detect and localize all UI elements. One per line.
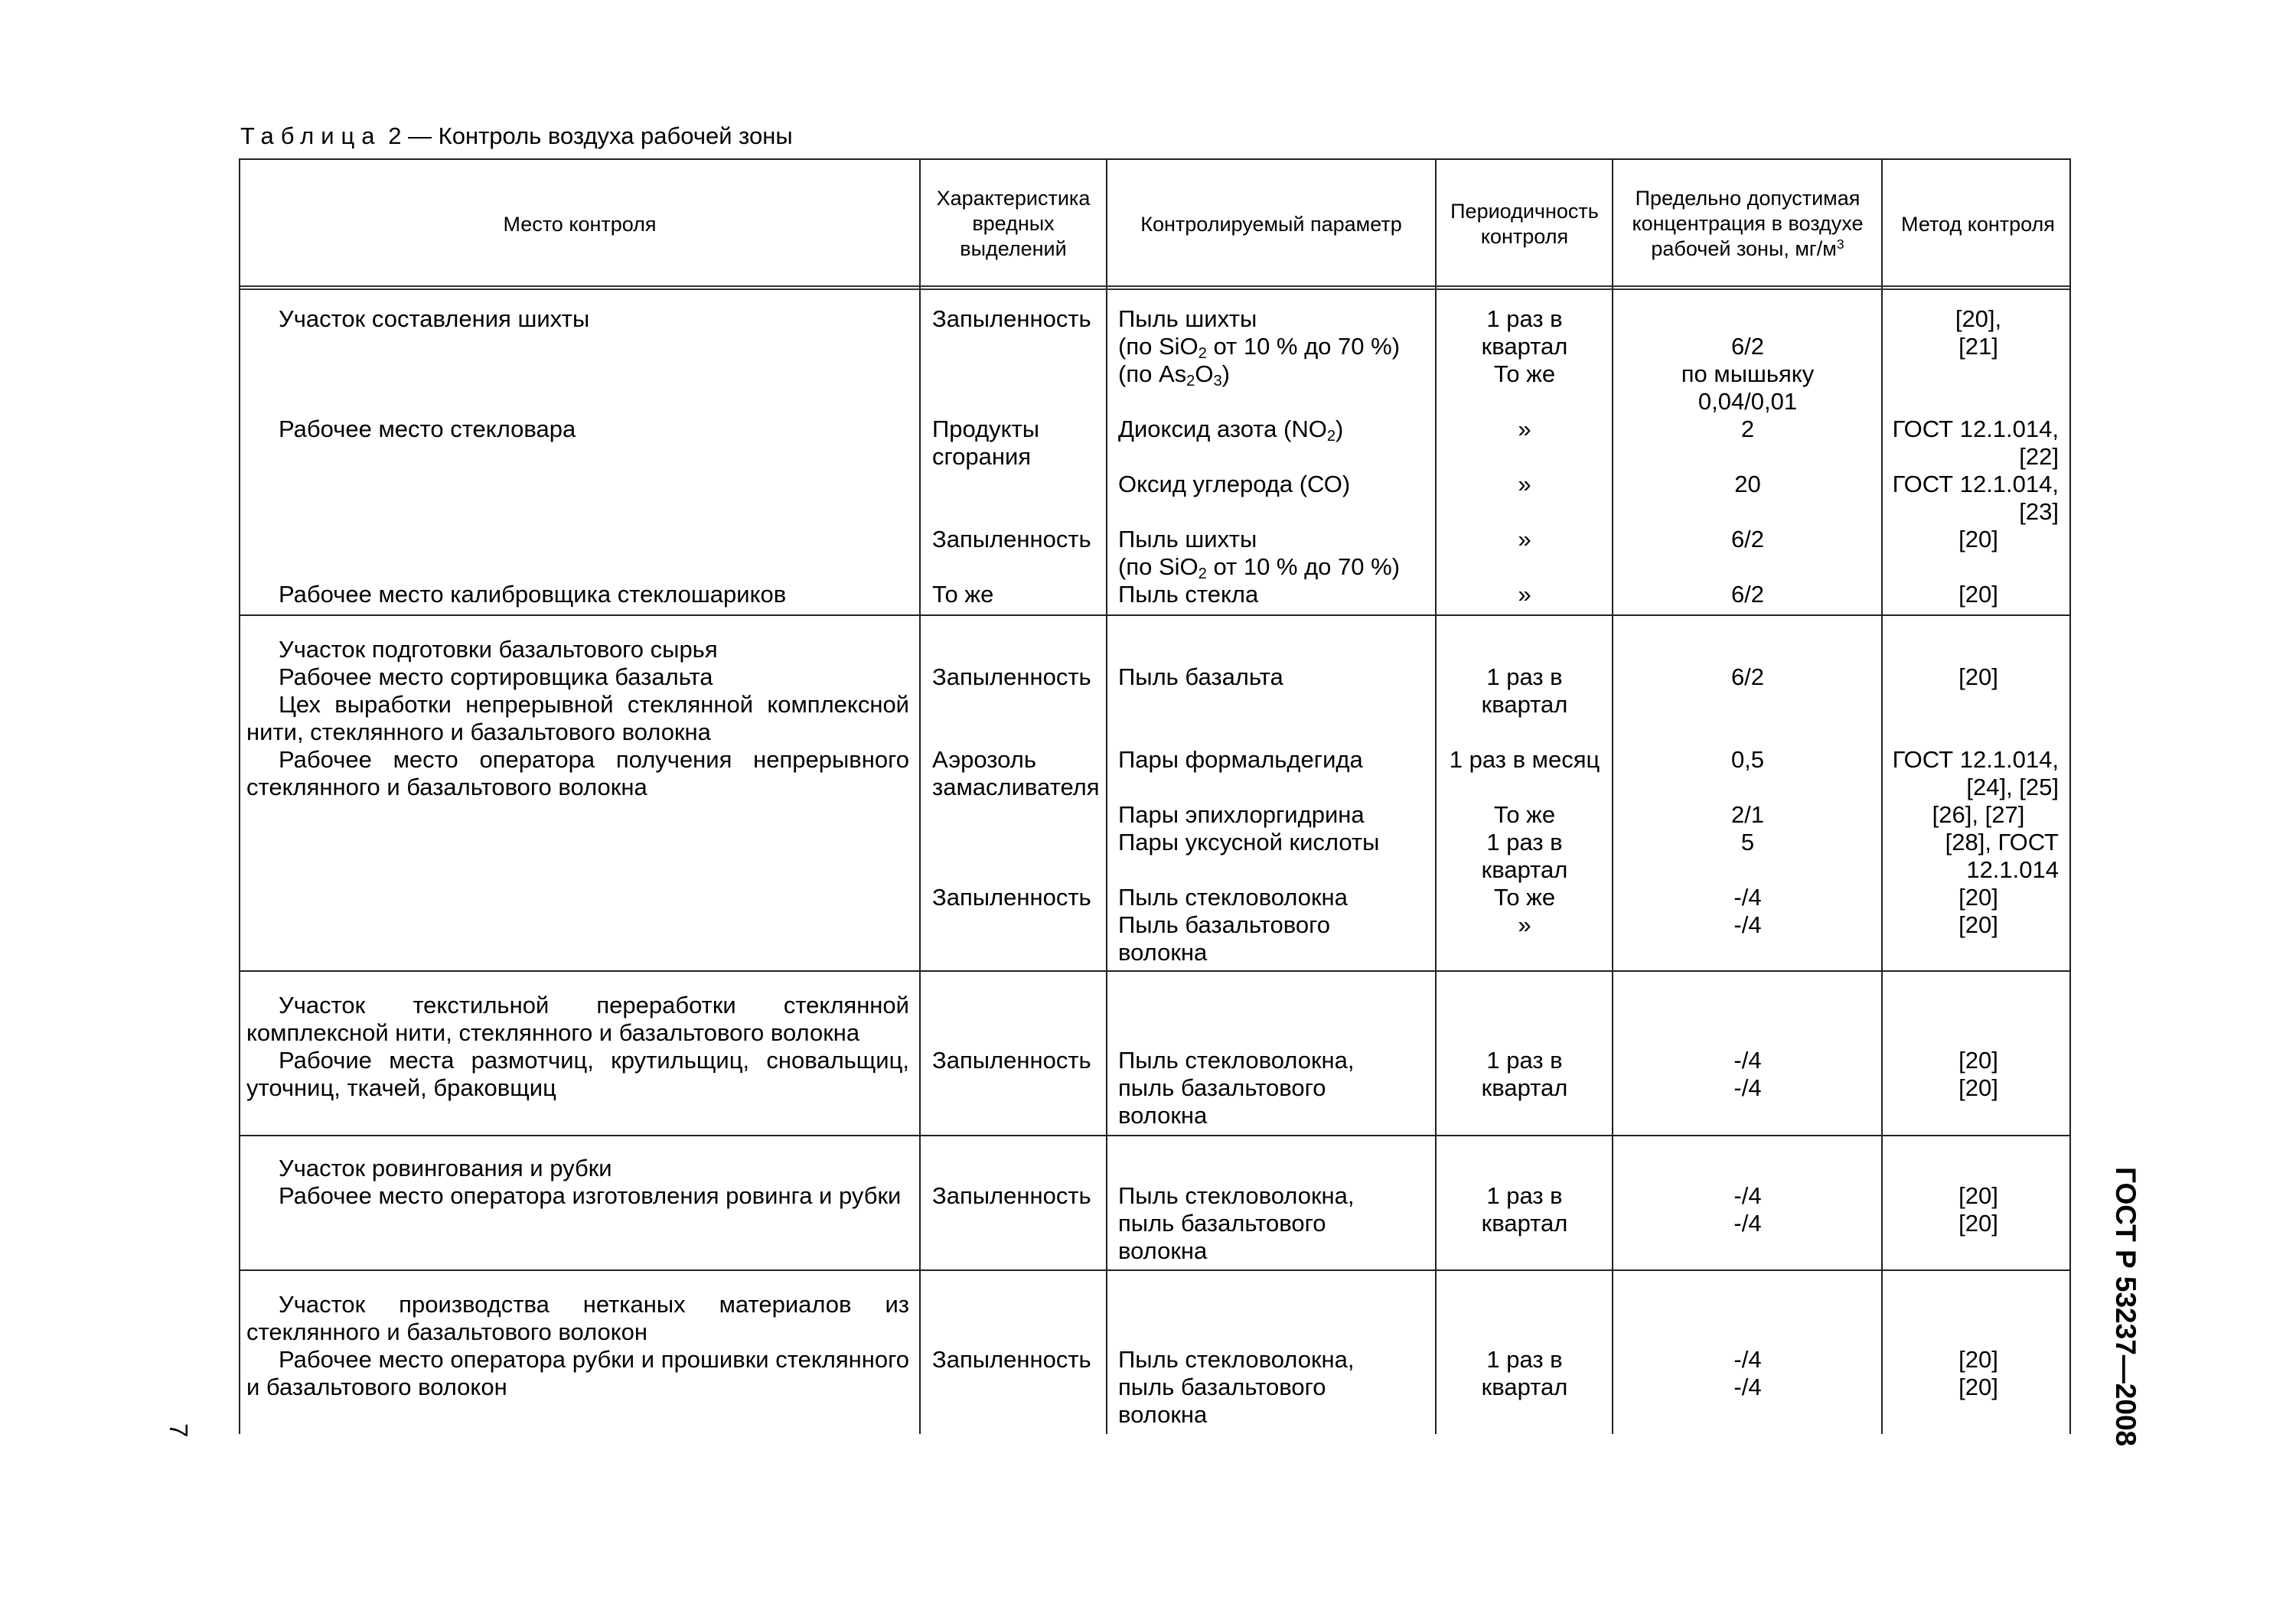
r1-pdk-4: 6/2 bbox=[1730, 526, 1765, 552]
r2-param-1: Пыль базальта bbox=[1118, 663, 1283, 690]
r2-place-4: Рабочее место оператора получения непрерывного стеклянного и базальтового волокна bbox=[246, 746, 909, 800]
r1-param-3: Оксид углерода (СО) bbox=[1118, 471, 1351, 497]
r5-per: 1 раз в квартал bbox=[1481, 1346, 1568, 1400]
r1-param-1b: (по SiO$_2$ от 10 % до 70 %) bbox=[1118, 333, 1401, 363]
r4-param: Пыль стекловолокна, пыль базальтового волокна bbox=[1118, 1182, 1355, 1264]
r1-param-1c: (по $As_2O_3$) bbox=[1118, 360, 1230, 390]
r1-place-1: Участок составления шихты bbox=[279, 305, 590, 332]
r1-meth-5: [20] bbox=[1958, 581, 1998, 608]
r5-place-2: Рабочее место оператора рубки и прошивки стеклянного и базальтового волокон bbox=[246, 1346, 909, 1400]
header-mac-text: Предельно допустимая концентрация в воздухе рабочей зоны, $мг/м^3$ bbox=[1632, 187, 1864, 260]
r5-char: Запыленность bbox=[932, 1346, 1091, 1373]
r1-pdk-3: 20 bbox=[1734, 471, 1761, 497]
r2-pdk-6: -/4 bbox=[1733, 911, 1762, 938]
r3-place-1: Участок текстильной переработки стеклянной комплексной нити, стеклянного и базальтового волокна bbox=[246, 992, 909, 1046]
r1-place-5: Рабочее место калибровщика стеклошариков bbox=[279, 581, 787, 608]
r2-meth-5: [20] bbox=[1958, 884, 1998, 911]
r2-meth-2: ГОСТ 12.1.014, [24], [25] bbox=[1892, 746, 2059, 800]
r2-per-6: » bbox=[1518, 911, 1531, 938]
header-parameter: Контролируемый параметр bbox=[1140, 213, 1402, 236]
standard-designation: ГОСТ Р 53237—2008 bbox=[2110, 1167, 2141, 1447]
r1-meth-4: [20] bbox=[1958, 526, 1998, 552]
r1-pdk-1d: 0,04/0,01 bbox=[1698, 388, 1798, 415]
row-divider bbox=[240, 1269, 2069, 1271]
r1-pdk-5: 6/2 bbox=[1730, 581, 1765, 608]
r1-meth-1a: [20], bbox=[1955, 305, 2002, 332]
header-periodicity: Периодичность контроля bbox=[1450, 200, 1599, 248]
r5-meth-a: [20] bbox=[1958, 1346, 1998, 1373]
r1-per-1b: квартал bbox=[1481, 333, 1568, 360]
r5-meth-b: [20] bbox=[1958, 1374, 1998, 1400]
r2-pdk-1: 6/2 bbox=[1730, 663, 1765, 690]
page-number: 7 bbox=[165, 1423, 193, 1438]
row-divider bbox=[240, 970, 2069, 972]
header-characteristic: Характеристика вредных выделений bbox=[936, 187, 1091, 260]
r1-per-2: » bbox=[1518, 416, 1531, 442]
r1-param-1a: Пыль шихты bbox=[1118, 305, 1257, 332]
r1-per-3: » bbox=[1518, 471, 1531, 497]
r3-char: Запыленность bbox=[932, 1047, 1091, 1074]
r1-pdk-1c: по мышьяку bbox=[1681, 360, 1815, 387]
r1-char-2: Продукты сгорания bbox=[932, 416, 1040, 470]
r1-per-5: » bbox=[1518, 581, 1531, 608]
r5-param: Пыль стекловолокна, пыль базальтового волокна bbox=[1118, 1346, 1355, 1428]
r1-meth-1b: [21] bbox=[1958, 333, 1998, 360]
r1-place-2: Рабочее место стекловара bbox=[279, 416, 576, 442]
r1-param-2: Диоксид азота $(NO_2)$ bbox=[1118, 416, 1344, 445]
r2-pdk-4: 5 bbox=[1740, 829, 1755, 855]
r1-char-5: То же bbox=[932, 581, 994, 608]
header-method: Метод контроля bbox=[1901, 213, 2055, 236]
r1-per-1a: 1 раз в bbox=[1486, 305, 1563, 332]
r3-pdk-b: -/4 bbox=[1733, 1074, 1762, 1101]
r1-param-4a: Пыль шихты bbox=[1118, 526, 1257, 552]
r3-pdk-a: -/4 bbox=[1733, 1047, 1762, 1074]
r1-pdk-1b: 6/2 bbox=[1730, 333, 1765, 360]
r2-per-3: То же bbox=[1493, 801, 1556, 828]
r4-place-1: Участок ровингования и рубки bbox=[279, 1155, 612, 1181]
r5-place-1: Участок производства нетканых материалов из стеклянного и базальтового волокон bbox=[246, 1291, 909, 1345]
air-control-table bbox=[239, 158, 2071, 1434]
r1-char-4: Запыленность bbox=[932, 526, 1091, 552]
r2-param-4: Пары уксусной кислоты bbox=[1118, 829, 1380, 855]
column-divider bbox=[919, 160, 921, 1434]
r2-char-2: Аэрозоль замасливателя bbox=[932, 746, 1100, 800]
r3-meth-b: [20] bbox=[1958, 1074, 1998, 1101]
r2-pdk-3: 2/1 bbox=[1730, 801, 1765, 828]
table-caption-label: Таблица bbox=[240, 122, 382, 149]
r2-param-2: Пары формальдегида bbox=[1118, 746, 1363, 773]
table-caption-text: 2 — Контроль воздуха рабочей зоны bbox=[388, 122, 793, 149]
row-divider bbox=[240, 1135, 2069, 1136]
header-separator bbox=[240, 285, 2069, 290]
r1-per-4: » bbox=[1518, 526, 1531, 552]
r4-char: Запыленность bbox=[932, 1182, 1091, 1209]
header-place: Место контроля bbox=[503, 213, 657, 236]
r2-per-1: 1 раз в квартал bbox=[1481, 663, 1568, 718]
r2-per-4: 1 раз в квартал bbox=[1481, 829, 1568, 883]
r2-param-3: Пары эпихлоргидрина bbox=[1118, 801, 1365, 828]
r1-per-1c: То же bbox=[1493, 360, 1556, 387]
r2-meth-6: [20] bbox=[1958, 911, 1998, 938]
r2-param-5: Пыль стекловолокна bbox=[1118, 884, 1348, 911]
r4-meth-a: [20] bbox=[1958, 1182, 1998, 1209]
r5-pdk-a: -/4 bbox=[1733, 1346, 1762, 1373]
r3-per: 1 раз в квартал bbox=[1481, 1047, 1568, 1101]
r2-place-2: Рабочее место сортировщика базальта bbox=[279, 663, 713, 690]
r2-meth-1: [20] bbox=[1958, 663, 1998, 690]
r1-char-1: Запыленность bbox=[932, 305, 1091, 332]
table-caption bbox=[240, 122, 793, 150]
column-divider bbox=[1106, 160, 1107, 1434]
r1-meth-3: ГОСТ 12.1.014, [23] bbox=[1892, 471, 2059, 525]
r2-pdk-2: 0,5 bbox=[1730, 746, 1765, 773]
r4-meth-b: [20] bbox=[1958, 1210, 1998, 1237]
r2-per-2: 1 раз в месяц bbox=[1449, 746, 1600, 773]
r1-meth-2: ГОСТ 12.1.014, [22] bbox=[1892, 416, 2059, 470]
r3-param: Пыль стекловолокна, пыль базальтового волокна bbox=[1118, 1047, 1355, 1129]
r2-place-3: Цех выработки непрерывной стеклянной комплексной нити, стеклянного и базальтового волокна bbox=[246, 691, 909, 745]
r2-place-1: Участок подготовки базальтового сырья bbox=[279, 636, 718, 663]
r3-place-2: Рабочие места размотчиц, крутильщиц, сновальщиц, уточниц, ткачей, браковщиц bbox=[246, 1047, 909, 1101]
r5-pdk-b: -/4 bbox=[1733, 1374, 1762, 1400]
r4-per: 1 раз в квартал bbox=[1481, 1182, 1568, 1237]
r2-meth-4: [28], ГОСТ 12.1.014 bbox=[1945, 829, 2059, 883]
row-divider bbox=[240, 614, 2069, 616]
r2-param-6: Пыль базальтового волокна bbox=[1118, 911, 1330, 966]
r4-place-2: Рабочее место оператора изготовления ровинга и рубки bbox=[279, 1182, 902, 1209]
r2-pdk-5: -/4 bbox=[1733, 884, 1762, 911]
r1-pdk-2: 2 bbox=[1740, 416, 1755, 442]
r2-char-5: Запыленность bbox=[932, 884, 1091, 911]
r4-pdk-a: -/4 bbox=[1733, 1182, 1762, 1209]
r1-param-4b: (по SiO$_2$ от 10 % до 70 %) bbox=[1118, 553, 1401, 583]
r3-meth-a: [20] bbox=[1958, 1047, 1998, 1074]
r1-param-5: Пыль стекла bbox=[1118, 581, 1259, 608]
r4-pdk-b: -/4 bbox=[1733, 1210, 1762, 1237]
r2-char-1: Запыленность bbox=[932, 663, 1091, 690]
r2-per-5: То же bbox=[1493, 884, 1556, 911]
header-mac bbox=[1614, 186, 1881, 262]
r2-meth-3: [26], [27] bbox=[1932, 801, 2025, 828]
